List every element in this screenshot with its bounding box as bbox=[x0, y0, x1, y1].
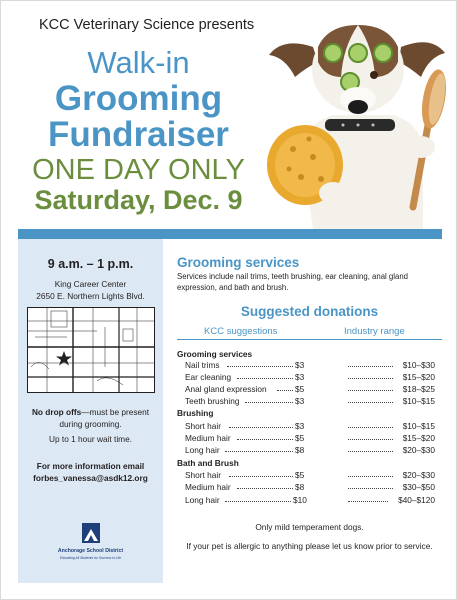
service-name: Ear cleaning bbox=[185, 372, 232, 382]
price-row bbox=[185, 384, 442, 395]
dot-leader bbox=[277, 390, 293, 391]
price-row bbox=[185, 495, 442, 506]
dot-leader bbox=[237, 378, 293, 379]
service-name: Short hair bbox=[185, 421, 221, 431]
industry-range: $30–$50 bbox=[402, 482, 435, 492]
service-name: Nail trims bbox=[185, 360, 220, 370]
industry-range: $18–$25 bbox=[402, 384, 435, 394]
industry-range: $40–$120 bbox=[398, 495, 435, 505]
dot-leader bbox=[348, 366, 393, 367]
kcc-price: $8 bbox=[295, 445, 305, 455]
dot-leader bbox=[229, 427, 293, 428]
dot-leader bbox=[237, 439, 293, 440]
blue-band bbox=[18, 229, 442, 239]
industry-range: $10–$30 bbox=[402, 360, 435, 370]
industry-range: $10–$15 bbox=[402, 421, 435, 431]
dot-leader bbox=[237, 488, 293, 489]
contact-email[interactable]: forbes_vanessa@asdk12.org bbox=[33, 473, 148, 483]
kcc-price: $5 bbox=[295, 433, 305, 443]
school-district-logo-icon bbox=[58, 521, 123, 567]
kcc-price: $3 bbox=[295, 396, 305, 406]
dot-leader bbox=[348, 427, 393, 428]
price-row bbox=[185, 372, 442, 383]
wait-time-note: Up to 1 hour wait time. bbox=[48, 434, 132, 444]
street-map-icon bbox=[27, 307, 155, 393]
industry-range: $10–$15 bbox=[402, 396, 435, 406]
industry-range: $15–$20 bbox=[402, 372, 435, 382]
info-sidebar bbox=[18, 239, 163, 583]
no-drop-offs-note bbox=[24, 407, 157, 430]
event-location bbox=[18, 279, 163, 302]
price-row bbox=[185, 396, 442, 407]
event-time: 9 a.m. – 1 p.m. bbox=[47, 257, 134, 271]
dot-leader bbox=[227, 366, 293, 367]
title-walk-in: Walk-in bbox=[87, 45, 190, 80]
service-name: Long hair bbox=[185, 445, 220, 455]
service-name: Long hair bbox=[185, 495, 220, 505]
dot-leader bbox=[348, 390, 393, 391]
kcc-price: $8 bbox=[295, 482, 305, 492]
dot-leader bbox=[245, 402, 293, 403]
location-name: King Career Center bbox=[54, 279, 127, 289]
column-header-industry: Industry range bbox=[344, 326, 405, 337]
price-row bbox=[185, 482, 442, 493]
contact-info-label: For more information email bbox=[36, 461, 145, 471]
location-address: 2650 E. Northern Lights Blvd. bbox=[36, 290, 145, 301]
kcc-price: $5 bbox=[295, 470, 305, 480]
presents-line: KCC Veterinary Science presents bbox=[39, 17, 255, 33]
kcc-price: $5 bbox=[295, 384, 305, 394]
price-row bbox=[185, 470, 442, 481]
dot-leader bbox=[229, 476, 293, 477]
service-name: Medium hair bbox=[185, 433, 231, 443]
price-row bbox=[185, 445, 442, 456]
price-row bbox=[185, 360, 442, 371]
service-name: Teeth brushing bbox=[185, 396, 240, 406]
dog-illustration-icon bbox=[263, 7, 453, 229]
dot-leader bbox=[348, 439, 393, 440]
no-drop-offs-rest: —must be present during grooming. bbox=[59, 407, 150, 429]
services-description: Services include nail trims, teeth brushing, ear cleaning, anal gland expression, and bath and brush. bbox=[177, 272, 409, 292]
industry-range: $20–$30 bbox=[402, 445, 435, 455]
industry-range: $15–$20 bbox=[402, 433, 435, 443]
title-fundraiser: Fundraiser bbox=[48, 115, 229, 154]
svg-text:Anchorage School District: Anchorage School District bbox=[58, 548, 123, 554]
service-name: Short hair bbox=[185, 470, 221, 480]
dot-leader bbox=[225, 451, 293, 452]
service-name: Medium hair bbox=[185, 482, 231, 492]
column-header-kcc: KCC suggestions bbox=[204, 326, 278, 337]
dot-leader bbox=[348, 451, 393, 452]
contact-info bbox=[18, 460, 163, 484]
dot-leader bbox=[348, 476, 393, 477]
temperament-note: Only mild temperament dogs. bbox=[255, 522, 364, 532]
dot-leader bbox=[348, 378, 393, 379]
price-row bbox=[185, 433, 442, 444]
section-brushing: Brushing bbox=[177, 408, 214, 418]
event-date: Saturday, Dec. 9 bbox=[34, 185, 243, 215]
title-grooming: Grooming bbox=[54, 79, 223, 118]
kcc-price: $3 bbox=[295, 372, 305, 382]
kcc-price: $3 bbox=[295, 421, 305, 431]
column-rule bbox=[177, 339, 442, 340]
services-heading: Grooming services bbox=[177, 255, 300, 270]
industry-range: $20–$30 bbox=[402, 470, 435, 480]
allergy-note: If your pet is allergic to anything please let us know prior to service. bbox=[186, 541, 433, 551]
dot-leader bbox=[348, 402, 393, 403]
service-name: Anal gland expression bbox=[185, 384, 267, 394]
svg-text:Educating All Students for Suc: Educating All Students for Success in Life bbox=[60, 556, 121, 560]
dot-leader bbox=[348, 501, 388, 502]
price-row bbox=[185, 421, 442, 432]
one-day-only: ONE DAY ONLY bbox=[32, 154, 245, 186]
kcc-price: $10 bbox=[293, 495, 307, 505]
section-bath-and-brush: Bath and Brush bbox=[177, 458, 239, 468]
dot-leader bbox=[348, 488, 393, 489]
no-drop-offs-bold: No drop offs bbox=[31, 407, 82, 417]
donations-heading: Suggested donations bbox=[240, 304, 379, 319]
dot-leader bbox=[225, 501, 291, 502]
section-grooming-services: Grooming services bbox=[177, 349, 253, 359]
kcc-price: $3 bbox=[295, 360, 305, 370]
